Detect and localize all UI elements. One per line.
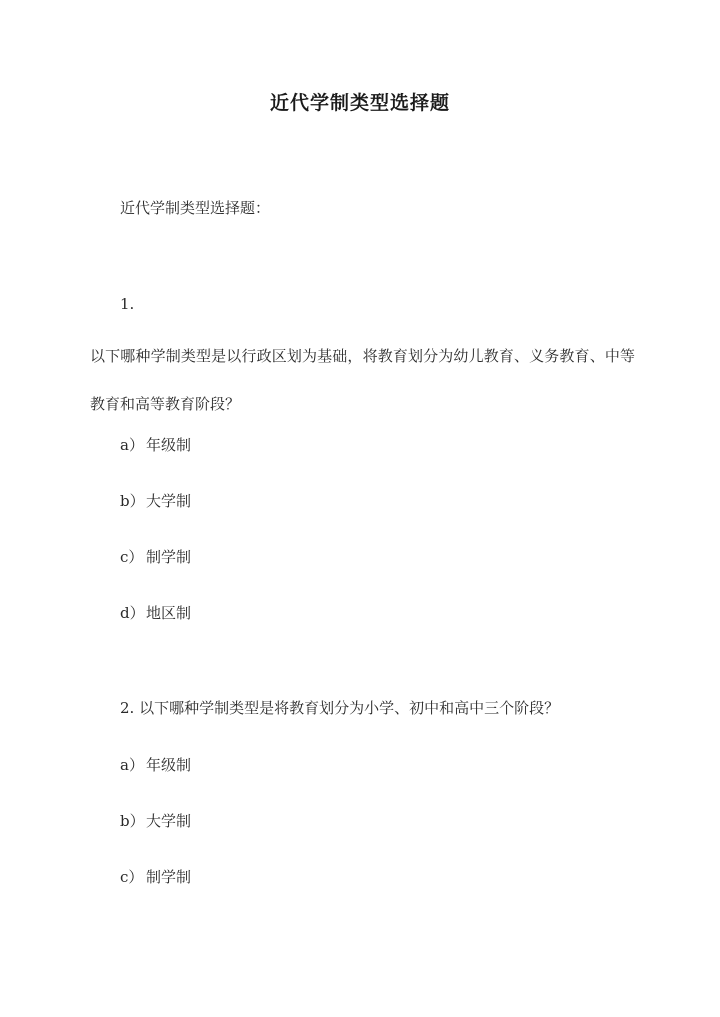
question-2-option-b — [120, 811, 191, 831]
intro-text: 近代学制类型选择题： — [120, 199, 271, 217]
question-2 — [120, 698, 559, 718]
option-letter: d） — [120, 604, 145, 622]
option-label: 大学制 — [146, 492, 192, 510]
question-2-option-c — [120, 867, 191, 887]
page-title: 近代学制类型选择题 — [269, 92, 450, 114]
option-label: 大学制 — [146, 812, 192, 830]
option-letter: a） — [120, 756, 144, 774]
question-1-option-b — [120, 491, 191, 511]
question-2-option-a — [120, 755, 191, 775]
option-label: 地区制 — [146, 604, 192, 622]
question-1-text: 以下哪种学制类型是以行政区划为基础，将教育划分为幼儿教育、义务教育、中等教育和高等教育阶段？ — [90, 347, 635, 413]
question-2-text: 以下哪种学制类型是将教育划分为小学、初中和高中三个阶段？ — [139, 699, 560, 717]
option-label: 制学制 — [146, 868, 192, 886]
question-2-number: 2. — [120, 699, 135, 717]
option-label: 年级制 — [146, 436, 192, 454]
option-label: 年级制 — [146, 756, 192, 774]
option-letter: c） — [120, 868, 144, 886]
option-label: 制学制 — [146, 548, 192, 566]
option-letter: a） — [120, 436, 144, 454]
question-1-option-a — [120, 435, 191, 455]
option-letter: b） — [120, 812, 145, 830]
option-letter: c） — [120, 548, 144, 566]
question-1-number: 1. — [120, 295, 135, 313]
question-1-option-c — [120, 547, 191, 567]
option-letter: b） — [120, 492, 145, 510]
question-1-option-d — [120, 603, 191, 623]
